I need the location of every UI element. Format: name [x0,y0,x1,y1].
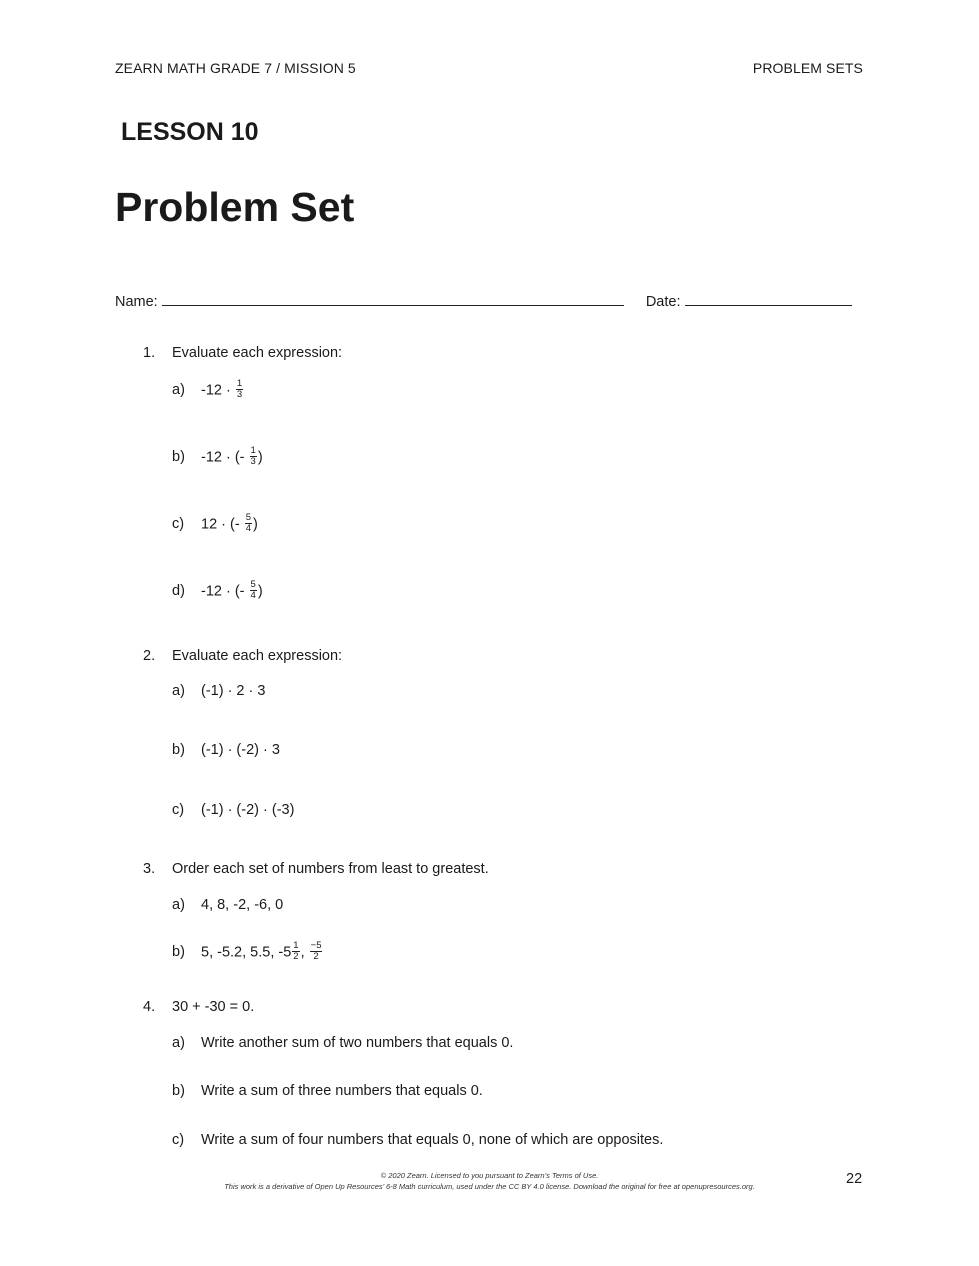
question-4-text: 30 + -30 = 0. [172,999,255,1015]
question-2c [172,802,294,818]
question-2-text: Evaluate each expression: [172,648,343,664]
part-label: a) [172,382,185,399]
part-label: c) [172,1132,185,1148]
fraction-numerator: 5 [245,512,251,523]
expression-text: -12 · (- [201,449,245,466]
fraction [292,941,299,962]
fraction-numerator: 1 [250,445,256,456]
part-label: d) [172,583,185,600]
question-1-number: 1. [143,345,156,361]
expression-close: ) [253,516,258,533]
date-label: Date: [645,294,681,310]
fraction-denominator: 3 [236,389,243,400]
expression-text: Write a sum of three numbers that equals 0. [201,1083,483,1099]
expression-text: 4, 8, -2, -6, 0 [201,897,284,913]
expression-text: Write a sum of four numbers that equals 0, none of which are opposites. [201,1132,664,1148]
fraction [310,941,323,962]
fraction-denominator: 4 [250,590,256,601]
separator: , [300,944,305,961]
expression-text: (-1) · (-2) · (-3) [201,802,295,818]
expression-text: -12 · (- [201,583,245,600]
expression-text: 5, -5.2, 5.5, -5 [201,944,292,961]
question-4-number: 4. [143,999,156,1015]
expression-text: -12 · [201,382,231,399]
question-1d [172,581,263,602]
question-4c [172,1132,663,1148]
page-number: 22 [846,1171,863,1187]
fraction [250,580,257,601]
part-label: a) [172,1035,185,1051]
fraction-numerator: 1 [236,378,243,389]
fraction [245,513,252,534]
question-3a [172,897,283,913]
name-label: Name: [115,294,158,310]
lesson-label: LESSON 10 [121,118,259,146]
name-line[interactable] [162,292,624,306]
fraction-denominator: 4 [245,523,251,534]
question-3b [172,942,323,963]
fraction-numerator: −5 [310,940,322,951]
part-label: b) [172,944,185,961]
part-label: b) [172,449,185,466]
header-right: PROBLEM SETS [752,60,863,76]
fraction-numerator: 5 [250,579,256,590]
question-2-number: 2. [143,648,156,664]
fraction-numerator: 1 [293,940,299,951]
question-2b [172,742,280,758]
expression-text: 12 · (- [201,516,240,533]
part-label: a) [172,683,185,699]
question-1b [172,447,263,468]
part-label: a) [172,897,185,913]
question-2a [172,683,265,699]
question-1c [172,514,258,535]
part-label: c) [172,802,185,818]
header-left: ZEARN MATH GRADE 7 / MISSION 5 [115,60,356,76]
expression-text: (-1) · (-2) · 3 [201,742,280,758]
question-3-text: Order each set of numbers from least to greatest. [172,861,489,877]
fraction [250,446,257,467]
footer-attribution-line: This work is a derivative of Open Up Resources’ 6-8 Math curriculum, used under the CC BY 4.0 license. Download the original for free at openupresources.org. [224,1182,755,1191]
fraction-denominator: 2 [313,951,319,962]
expression-text: Write another sum of two numbers that equals 0. [201,1035,514,1051]
fraction-denominator: 2 [293,951,299,962]
question-1a [172,380,244,401]
question-3-number: 3. [143,861,156,877]
footer [0,1170,979,1192]
name-date-row [115,292,852,310]
expression-close: ) [257,449,263,466]
fraction-denominator: 3 [250,456,256,467]
footer-license-line: © 2020 Zearn. Licensed to you pursuant to Zearn’s Terms of Use. [380,1171,599,1180]
question-4a [172,1035,513,1051]
part-label: c) [172,516,185,533]
expression-text: (-1) · 2 · 3 [201,683,266,699]
page-title: Problem Set [115,184,355,230]
date-line[interactable] [685,292,852,306]
question-1-text: Evaluate each expression: [172,345,343,361]
part-label: b) [172,742,185,758]
question-4b [172,1083,483,1099]
part-label: b) [172,1083,185,1099]
fraction [236,379,243,400]
expression-close: ) [257,583,263,600]
